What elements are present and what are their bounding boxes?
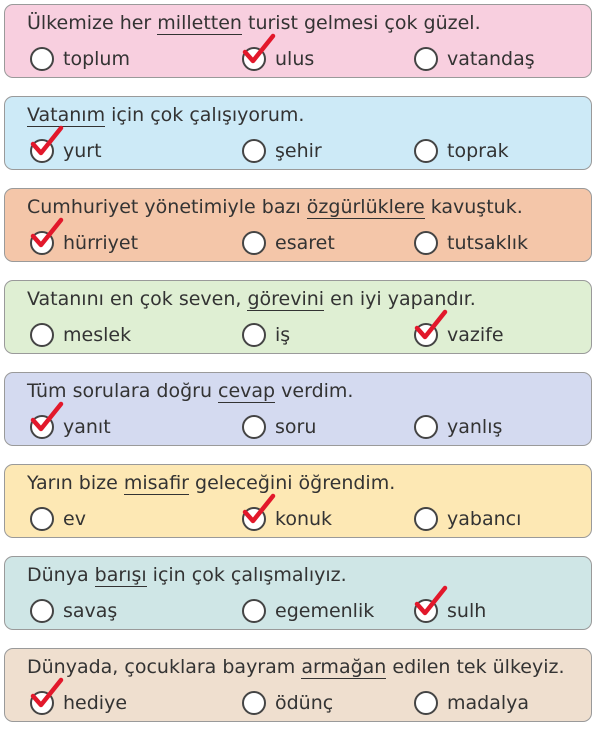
sentence-text: en iyi yapandır. [324,288,476,310]
underlined-word: misafir [123,472,189,494]
sentence-text: geleceğini öğrendim. [188,472,396,494]
answer-option[interactable] [242,138,322,164]
radio-circle[interactable] [30,507,54,531]
answer-option[interactable] [242,506,332,532]
answer-option[interactable] [414,46,535,72]
radio-circle[interactable] [242,139,266,163]
option-label: yanıt [63,416,111,438]
answer-option[interactable] [414,230,528,256]
option-label: toprak [447,140,509,162]
question-sentence [27,288,476,311]
checkmark-icon [30,127,64,165]
option-label: sulh [447,600,487,622]
radio-circle[interactable] [242,691,266,715]
radio-circle[interactable] [242,507,266,531]
option-label: soru [275,416,317,438]
option-label: egemenlik [275,600,375,622]
sentence-text: için çok çalışmalıyız. [146,564,347,586]
checkmark-icon [414,587,448,625]
radio-circle[interactable] [414,507,438,531]
option-label: ev [63,508,86,530]
radio-circle[interactable] [414,231,438,255]
underlined-word: özgürlüklere [306,196,425,218]
question-card [4,648,592,722]
radio-circle[interactable] [30,691,54,715]
option-label: yabancı [447,508,522,530]
answer-option[interactable] [242,690,333,716]
option-label: vazife [447,324,504,346]
underlined-word: barışı [94,564,147,586]
sentence-text: Dünyada, çocuklara bayram [27,656,302,678]
radio-circle[interactable] [30,47,54,71]
sentence-text: Dünya [27,564,95,586]
question-card [4,280,592,354]
radio-circle[interactable] [242,323,266,347]
option-label: iş [275,324,291,346]
option-label: tutsaklık [447,232,529,254]
option-label: yanlış [447,416,503,438]
checkmark-icon [30,219,64,257]
underlined-word: milletten [157,12,242,34]
answer-option[interactable] [414,506,521,532]
answer-option[interactable] [30,414,111,440]
question-sentence [27,656,565,679]
question-sentence [27,380,353,403]
radio-circle[interactable] [242,599,266,623]
question-card [4,96,592,170]
answer-option[interactable] [414,414,502,440]
answer-option[interactable] [414,598,486,624]
answer-option[interactable] [30,598,117,624]
answer-option[interactable] [242,322,290,348]
radio-circle[interactable] [242,47,266,71]
answer-option[interactable] [30,46,130,72]
question-card [4,372,592,446]
sentence-text: Vatanını en çok seven, [27,288,248,310]
radio-circle[interactable] [414,47,438,71]
option-label: ödünç [275,692,334,714]
radio-circle[interactable] [242,231,266,255]
question-card [4,464,592,538]
sentence-text: turist gelmesi çok güzel. [241,12,481,34]
answer-option[interactable] [242,46,314,72]
question-sentence [27,12,481,35]
radio-circle[interactable] [414,323,438,347]
option-label: vatandaş [447,48,535,70]
radio-circle[interactable] [30,139,54,163]
option-label: ulus [275,48,315,70]
underlined-word: görevini [247,288,325,310]
question-sentence [27,564,347,587]
answer-option[interactable] [242,230,335,256]
underlined-word: Vatanım [27,104,106,126]
sentence-text: Cumhuriyet yönetimiyle bazı [27,196,307,218]
checkmark-icon [242,495,276,533]
radio-circle[interactable] [414,139,438,163]
answer-option[interactable] [414,138,509,164]
checkmark-icon [242,35,276,73]
question-sentence [27,104,304,127]
option-label: şehir [275,140,322,162]
radio-circle[interactable] [414,691,438,715]
answer-option[interactable] [414,322,504,348]
underlined-word: armağan [301,656,387,678]
option-label: madalya [447,692,530,714]
sentence-text: Ülkemize her [27,12,158,34]
checkmark-icon [414,311,448,349]
radio-circle[interactable] [242,415,266,439]
sentence-text: edilen tek ülkeyiz. [386,656,565,678]
answer-option[interactable] [30,690,127,716]
answer-option[interactable] [30,322,131,348]
sentence-text: Tüm sorulara doğru [27,380,219,402]
sentence-text: verdim. [275,380,354,402]
sentence-text: Yarın bize [27,472,124,494]
sentence-text: için çok çalışıyorum. [105,104,305,126]
underlined-word: cevap [218,380,276,402]
option-label: hürriyet [63,232,139,254]
checkmark-icon [30,403,64,441]
answer-option[interactable] [30,138,102,164]
answer-option[interactable] [414,690,529,716]
option-label: meslek [63,324,132,346]
question-card [4,188,592,262]
question-card [4,556,592,630]
option-label: konuk [275,508,333,530]
option-label: toplum [63,48,130,70]
radio-circle[interactable] [30,599,54,623]
option-label: hediye [63,692,128,714]
answer-option[interactable] [242,598,374,624]
answer-option[interactable] [30,230,138,256]
radio-circle[interactable] [414,415,438,439]
radio-circle[interactable] [30,415,54,439]
radio-circle[interactable] [30,323,54,347]
question-sentence [27,196,523,219]
answer-option[interactable] [242,414,316,440]
option-label: yurt [63,140,102,162]
checkmark-icon [30,679,64,717]
radio-circle[interactable] [30,231,54,255]
question-card [4,4,592,78]
answer-option[interactable] [30,506,86,532]
sentence-text: kavuştuk. [424,196,523,218]
option-label: savaş [63,600,118,622]
radio-circle[interactable] [414,599,438,623]
question-sentence [27,472,395,495]
option-label: esaret [275,232,335,254]
